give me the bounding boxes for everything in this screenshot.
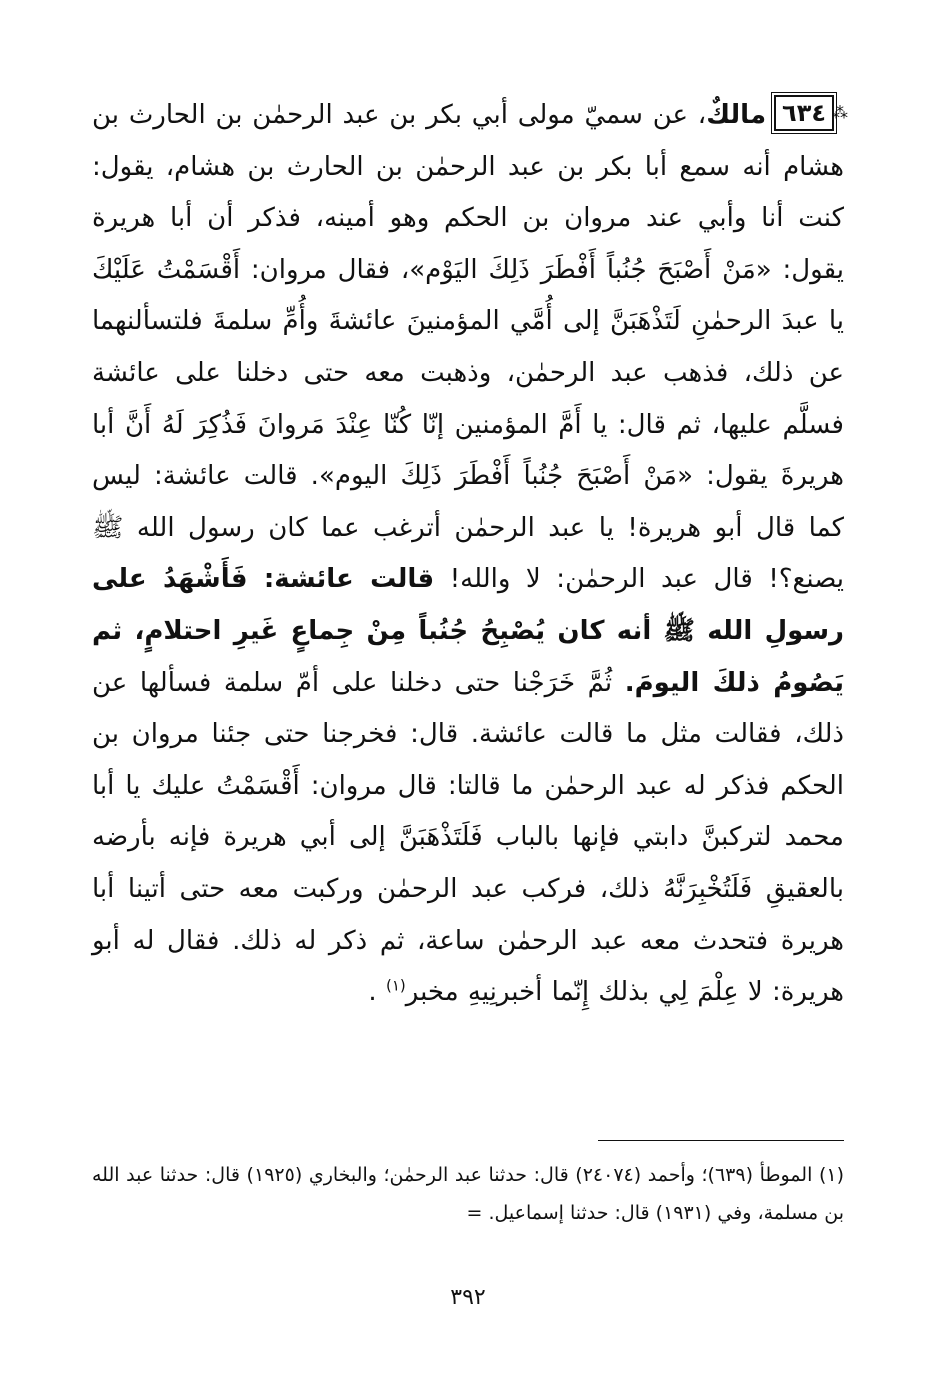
hadith-text [92,90,844,1019]
hadith-bold-statement: قالت عائشة: فَأَشْهَدُ على رسولِ الله ﷺ أنه كان يُصْبِحُ جُنُباً مِنْ جِماعٍ غَيرِ احتلامٍ، ثم يَصُومُ ذلكَ اليومَ. [92,564,844,698]
hadith-ending: . [368,977,386,1008]
footnote-separator [598,1140,844,1141]
footnote-text: (١) الموطأ (٦٣٩)؛ وأحمد (٢٤٠٧٤) قال: حدثنا عبد الرحمٰن؛ والبخاري (١٩٢٥) قال: حدثنا عبد الله بن مسلمة، وفي (١٩٣١) قال: حدثنا إسماعيل. = [92,1164,845,1224]
book-page [92,90,844,1350]
hadith-number: ⁂ ٦٣٤ [774,95,834,131]
hadith-continuation: ثُمَّ خَرَجْنا حتى دخلنا على أمّ سلمة فسألها عن ذلك، فقالت مثل ما قالت عائشة. قال: فخرجنا حتى جئنا مروان بن الحكم فذكر له عبد الرحمٰن ما قالتا: قال مروان: أَقْسَمْتُ عليك يا أبا محمد لتركبنَّ دابتي فإنها بالباب فَلَتَذْهَبَنَّ إلى أبي هريرة فإنه بأرضه بالعقيقِ فَلَتُخْبِرَنَّهُ ذلك، فركب عبد الرحمٰن وركبت معه حتى أتينا أبا هريرة فتحدث معه عبد الرحمٰن ساعة، ثم ذكر له ذلك. فقال له أبو هريرة: لا عِلْمَ لِي بذلك إِنّما أخبرنِيهِ مخبر [92,667,844,1008]
hadith-body: ، عن سميّ مولى أبي بكر بن عبد الرحمٰن بن الحارث بن هشام أنه سمع أبا بكر بن عبد الرحمٰن بن الحارث بن هشام، يقول: كنت أنا وأبي عند مروان بن الحكم وهو أمينه، فذكر أن أبا هريرة يقول: «مَنْ أَصْبَحَ جُنُباً أَفْطَرَ ذَلِكَ اليَوْم»، فقال مروان: أَقْسَمْتُ عَلَيْكَ يا عبدَ الرحمٰنِ لَتَذْهَبَنَّ إلى أُمَّي المؤمنينَ عائشةَ وأُمِّ سلمةَ فلتسألنهما عن ذلك، فذهب عبد الرحمٰن، وذهبت معه حتى دخلنا على عائشة فسلَّم عليها، ثم قال: يا أَمَّ المؤمنين إنّا كُنّا عِنْدَ مَروانَ فَذُكِرَ لَهُ أَنَّ أبا هريرةَ يقول: «مَنْ أَصْبَحَ جُنُباً أَفْطَرَ ذَلِكَ اليوم». قالت عائشة: ليس كما قال أبو هريرة! يا عبد الرحمٰن أترغب عما كان رسول الله ﷺ يصنع؟! قال عبد الرحمٰن: لا والله! [92,100,845,595]
footnote-reference[interactable]: (١) [385,976,406,995]
page-number: ٣٩٢ [450,1285,486,1310]
narrator-name: مالكٌ [706,100,767,130]
